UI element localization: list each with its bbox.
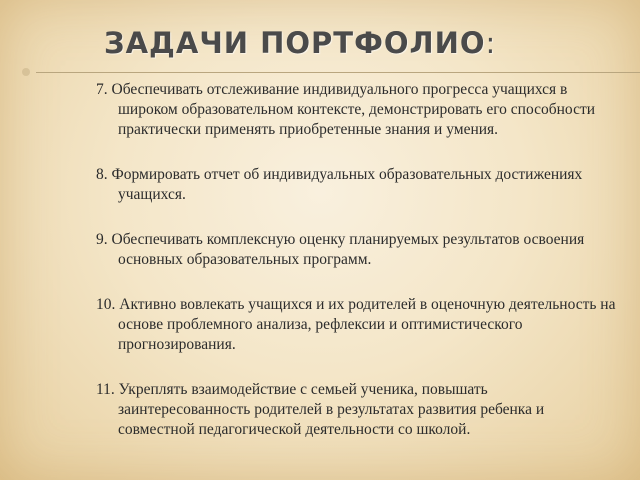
slide-title-colon: : [485,26,497,60]
slide-title-text: ЗАДАЧИ ПОРТФОЛИО [104,26,486,60]
task-item-7: 7. Обеспечивать отслеживание индивидуального прогресса учащихся в широком образовательном контексте, демонстрировать его способности практически применять приобретенные знания и умения. [96,81,596,138]
task-item-11: 11. Укреплять взаимодействие с семьей ученика, повышать заинтересованность родителей в результатах развития ребенка и совместной педагогической деятельности со школой. [96,381,545,438]
divider-ornament [22,68,30,76]
task-item-8: 8. Формировать отчет об индивидуальных образовательных достижениях учащихся. [96,166,583,203]
task-item-9: 9. Обеспечивать комплексную оценку планируемых результатов освоения основных образовательных программ. [96,231,585,268]
title-divider [36,72,640,73]
slide-title [104,26,496,60]
task-list [96,80,621,465]
task-item-10: 10. Активно вовлекать учащихся и их родителей в оценочную деятельность на основе проблемного анализа, рефлексии и оптимистического прогнозирования. [96,296,616,353]
